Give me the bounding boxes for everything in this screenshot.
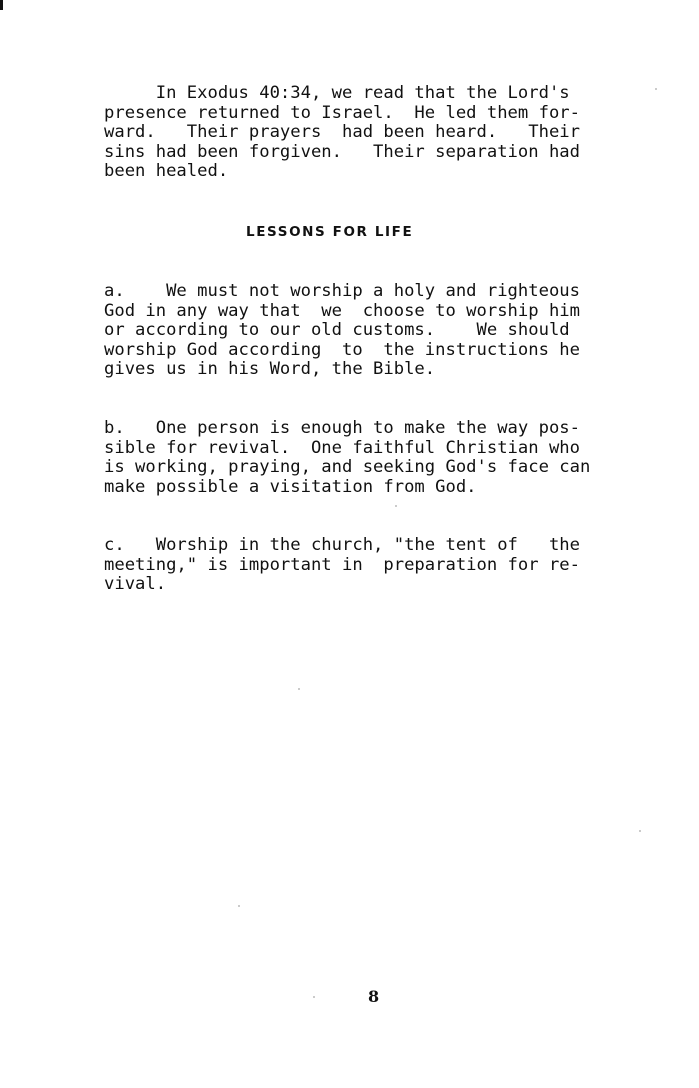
page-number: 8 — [368, 987, 380, 1006]
scan-corner-mark — [0, 0, 3, 10]
lesson-line: or according to our old customs. We should — [104, 320, 570, 341]
scan-speck — [655, 88, 657, 90]
lesson-line: worship God according to the instructions he — [104, 339, 580, 360]
scan-speck — [313, 996, 315, 998]
lesson-line: vival. — [104, 574, 167, 595]
intro-line: been healed. — [104, 161, 229, 182]
intro-line: ward. Their prayers had been heard. Their — [104, 122, 580, 143]
lesson-line: is working, praying, and seeking God's face can — [104, 457, 591, 478]
lesson-line: make possible a visitation from God. — [104, 476, 477, 497]
intro-line: sins had been forgiven. Their separation had — [104, 141, 580, 162]
lesson-b-paragraph — [104, 419, 646, 497]
intro-paragraph — [104, 84, 646, 182]
lesson-line: God in any way that we choose to worship him — [104, 300, 580, 321]
scan-speck — [639, 830, 641, 832]
section-heading: LESSONS FOR LIFE — [246, 224, 414, 240]
intro-line: In Exodus 40:34, we read that the Lord's — [104, 83, 570, 103]
lesson-line: b. One person is enough to make the way pos- — [104, 418, 580, 438]
lesson-line: sible for revival. One faithful Christian who — [104, 437, 580, 458]
lesson-line: meeting," is important in preparation for re- — [104, 554, 580, 575]
lesson-a-paragraph — [104, 282, 646, 380]
lesson-line: gives us in his Word, the Bible. — [104, 359, 436, 380]
intro-line: presence returned to Israel. He led them for- — [104, 102, 580, 123]
lesson-line: a. We must not worship a holy and righteous — [104, 281, 580, 301]
lesson-line: c. Worship in the church, "the tent of the — [104, 535, 580, 555]
scan-speck — [298, 688, 300, 690]
scan-speck — [395, 505, 397, 507]
scan-speck — [238, 905, 240, 907]
lesson-c-paragraph — [104, 536, 646, 595]
